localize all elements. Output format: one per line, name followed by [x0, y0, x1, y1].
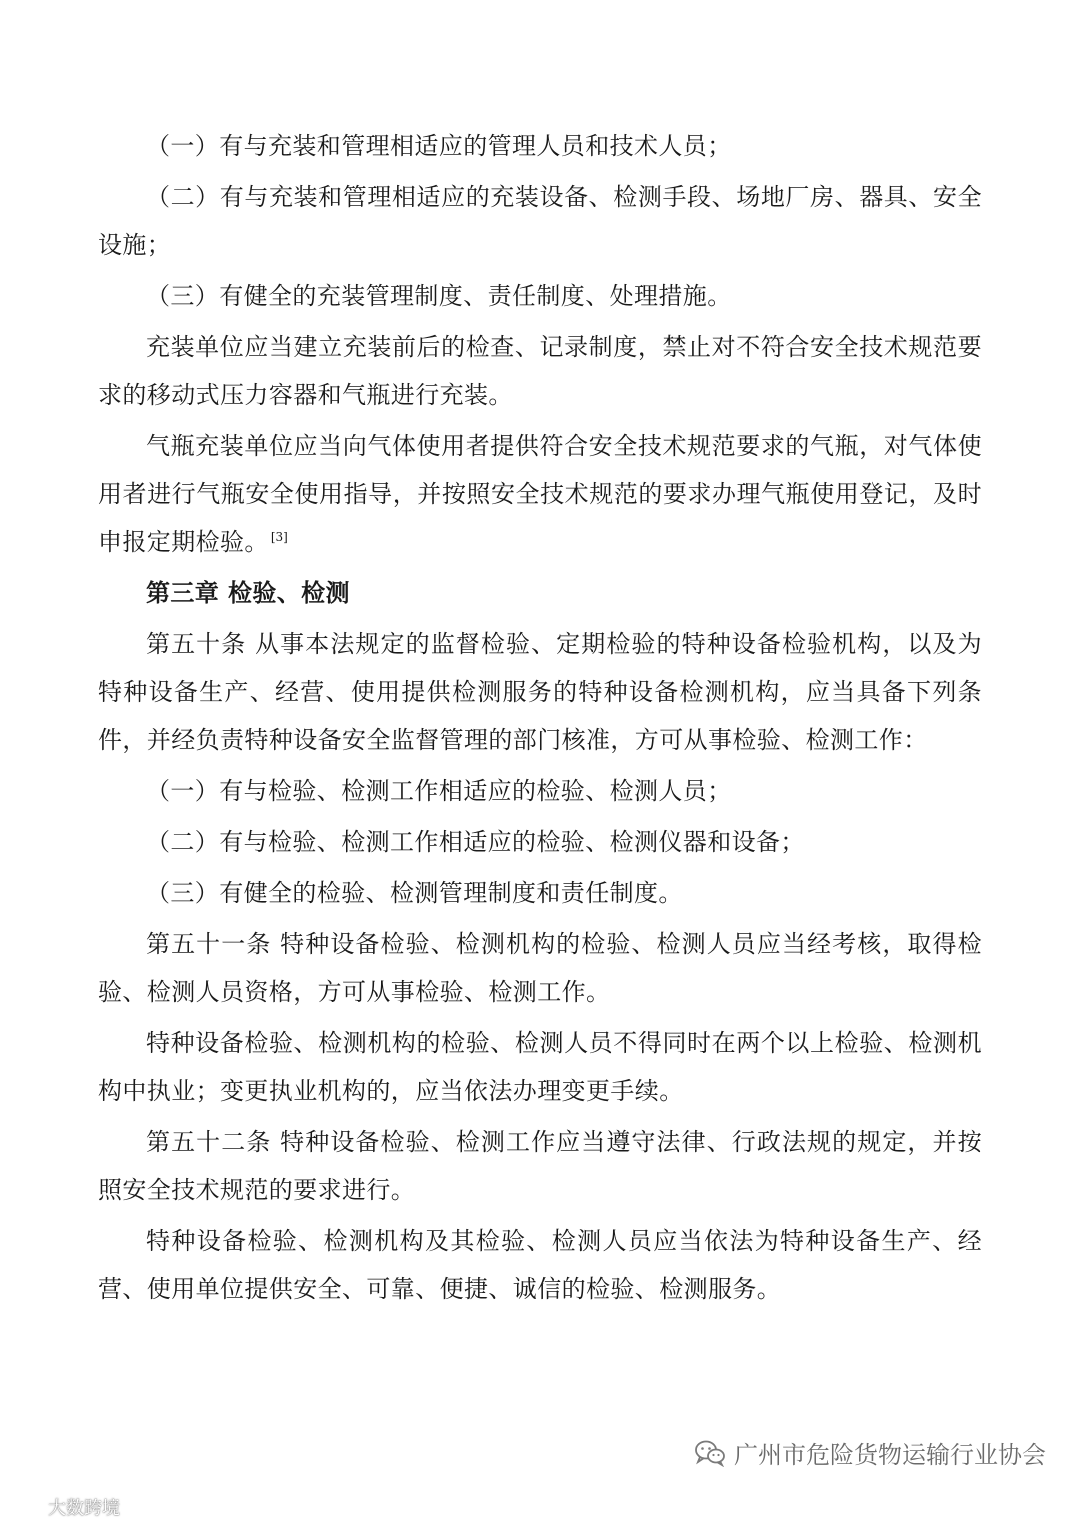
site-logo-icon — [8, 1497, 44, 1517]
citation-mark[interactable]: [3] — [270, 530, 288, 544]
document-body — [98, 122, 982, 1313]
site-watermark — [8, 1494, 120, 1520]
paragraph-item-1: （一）有与充装和管理相适应的管理人员和技术人员； — [146, 132, 732, 160]
chapter-heading: 第三章 检验、检测 — [146, 578, 350, 607]
publisher-watermark — [694, 1435, 1046, 1470]
paragraph-filling-inspection: 充装单位应当建立充装前后的检查、记录制度，禁止对不符合安全技术规范要求的移动式压力容器和气瓶进行充装。 — [98, 333, 982, 409]
article-51-paragraph-2: 特种设备检验、检测机构的检验、检测人员不得同时在两个以上检验、检测机构中执业；变更执业机构的，应当依法办理变更手续。 — [98, 1029, 982, 1105]
article-50: 第五十条 从事本法规定的监督检验、定期检验的特种设备检验机构，以及为特种设备生产、经营、使用提供检测服务的特种设备检测机构，应当具备下列条件，并经负责特种设备安全监督管理的部门核准，方可从事检验、检测工作： — [98, 630, 982, 754]
paragraph-item-2: （二）有与充装和管理相适应的充装设备、检测手段、场地厂房、器具、安全设施； — [98, 183, 982, 259]
article-50-item-2: （二）有与检验、检测工作相适应的检验、检测仪器和设备； — [146, 828, 805, 856]
article-50-item-3: （三）有健全的检验、检测管理制度和责任制度。 — [146, 879, 683, 907]
paragraph-cylinder-filling: 气瓶充装单位应当向气体使用者提供符合安全技术规范要求的气瓶，对气体使用者进行气瓶安全使用指导，并按照安全技术规范的要求办理气瓶使用登记，及时申报定期检验。 [3] — [98, 432, 982, 556]
article-52: 第五十二条 特种设备检验、检测工作应当遵守法律、行政法规的规定，并按照安全技术规范的要求进行。 — [98, 1128, 982, 1204]
wechat-icon — [694, 1439, 726, 1467]
paragraph-item-3: （三）有健全的充装管理制度、责任制度、处理措施。 — [146, 282, 732, 310]
publisher-name: 广州市危险货物运输行业协会 — [734, 1441, 1046, 1469]
article-50-item-1: （一）有与检验、检测工作相适应的检验、检测人员； — [146, 777, 732, 805]
article-52-paragraph-2: 特种设备检验、检测机构及其检验、检测人员应当依法为特种设备生产、经营、使用单位提供安全、可靠、便捷、诚信的检验、检测服务。 — [98, 1227, 982, 1303]
site-name: 大数跨境 — [48, 1498, 120, 1519]
article-51: 第五十一条 特种设备检验、检测机构的检验、检测人员应当经考核，取得检验、检测人员资格，方可从事检验、检测工作。 — [98, 930, 982, 1006]
